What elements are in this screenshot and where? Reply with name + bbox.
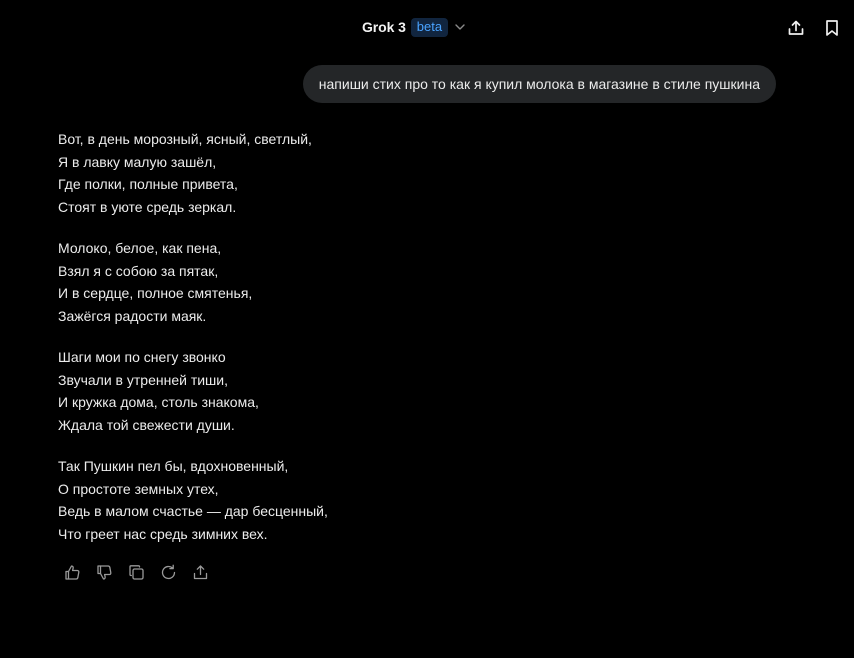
poem-line: И кружка дома, столь знакома,: [58, 394, 259, 410]
regenerate-button[interactable]: [154, 559, 182, 585]
stanza: [58, 237, 558, 327]
stanza: [58, 455, 558, 545]
poem-line: Молоко, белое, как пена,: [58, 240, 222, 256]
thumbs-up-icon: [64, 564, 81, 581]
share-button[interactable]: [782, 14, 810, 42]
poem-line: И в сердце, полное смятенья,: [58, 285, 253, 301]
share-icon: [192, 564, 209, 581]
stanza: [58, 346, 558, 436]
copy-icon: [128, 564, 145, 581]
model-selector[interactable]: [357, 14, 472, 40]
copy-button[interactable]: [122, 559, 150, 585]
poem-line: Так Пушкин пел бы, вдохновенный,: [58, 458, 289, 474]
regenerate-icon: [160, 564, 177, 581]
bookmark-button[interactable]: [818, 14, 846, 42]
chevron-down-icon: [453, 20, 467, 34]
poem-line: Зажёгся радости маяк.: [58, 307, 207, 324]
top-bar: [0, 0, 854, 54]
poem-line: Взял я с собою за пятак,: [58, 262, 219, 279]
share-response-button[interactable]: [186, 559, 214, 585]
assistant-response: [58, 128, 558, 564]
poem-line: Шаги мои по снегу звонко: [58, 349, 226, 365]
thumbs-down-icon: [96, 564, 113, 581]
response-actions: [58, 559, 214, 585]
poem-line: Звучали в утренней тиши,: [58, 371, 228, 388]
user-message: напиши стих про то как я купил молока в магазине в стиле пушкина: [303, 65, 776, 103]
header-actions: [782, 14, 846, 42]
poem-line: Что греет нас средь зимних вех.: [58, 525, 268, 542]
stanza: [58, 128, 558, 218]
poem-line: Где полки, полные привета,: [58, 176, 238, 192]
poem-line: О простоте земных утех,: [58, 480, 219, 497]
poem-line: Стоят в уюте средь зеркал.: [58, 198, 237, 215]
model-name: Grok 3: [362, 19, 406, 35]
poem-line: Ведь в малом счастье — дар бесценный,: [58, 503, 328, 519]
poem-line: Ждала той свежести души.: [58, 416, 235, 433]
dislike-button[interactable]: [90, 559, 118, 585]
poem-line: Я в лавку малую зашёл,: [58, 153, 217, 170]
bookmark-icon: [823, 19, 841, 37]
poem-line: Вот, в день морозный, ясный, светлый,: [58, 131, 312, 147]
share-upload-icon: [787, 19, 805, 37]
beta-badge: beta: [411, 18, 448, 37]
like-button[interactable]: [58, 559, 86, 585]
